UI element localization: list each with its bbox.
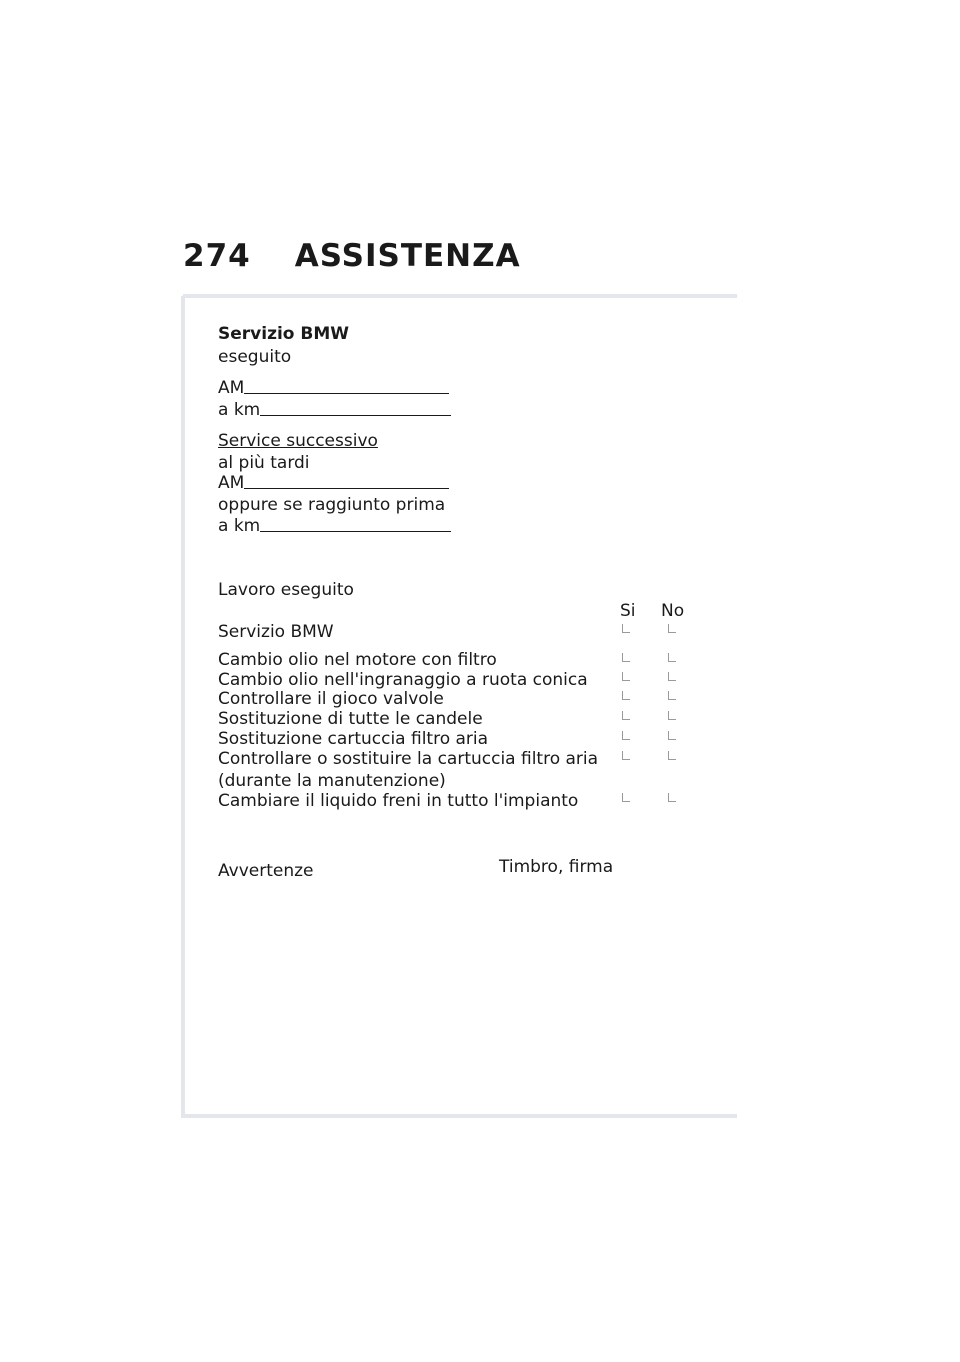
am-label: AM <box>218 378 245 398</box>
stamp-signature-label: Timbro, firma <box>499 857 614 877</box>
checkbox-yes[interactable] <box>622 624 630 633</box>
frame-bottom-border <box>183 1114 737 1118</box>
checkbox-yes[interactable] <box>622 751 630 760</box>
work-item: Cambio olio nel motore con filtro <box>218 650 497 670</box>
or-before-label: oppure se raggiunto prima <box>218 495 446 515</box>
am-date-field[interactable] <box>218 378 449 398</box>
work-title: Lavoro eseguito <box>218 580 354 600</box>
frame-top-border <box>183 294 737 298</box>
checkbox-yes[interactable] <box>622 793 630 802</box>
latest-label: al più tardi <box>218 453 310 473</box>
checkbox-yes[interactable] <box>622 691 630 700</box>
am-label-2: AM <box>218 473 245 493</box>
km-label: a km <box>218 400 261 420</box>
work-item: Controllare il gioco valvole <box>218 689 444 709</box>
work-item: Cambio olio nell'ingranaggio a ruota conica <box>218 670 588 690</box>
km-line <box>260 415 451 416</box>
service-title: Servizio BMW <box>218 324 350 344</box>
am-date-line <box>244 393 449 394</box>
checkbox-no[interactable] <box>668 653 676 662</box>
performed-label: eseguito <box>218 347 292 367</box>
next-am-date-line <box>244 488 449 489</box>
checkbox-no[interactable] <box>668 793 676 802</box>
work-item-note: (durante la manutenzione) <box>218 771 446 791</box>
checkbox-no[interactable] <box>668 624 676 633</box>
work-item: Sostituzione di tutte le candele <box>218 709 483 729</box>
page-header <box>183 238 521 274</box>
checkbox-yes[interactable] <box>622 653 630 662</box>
frame-left-border <box>181 296 185 1118</box>
work-item: Sostituzione cartuccia filtro aria <box>218 729 489 749</box>
column-no-label: No <box>661 601 685 621</box>
checkbox-yes[interactable] <box>622 672 630 681</box>
km-label-2: a km <box>218 516 261 536</box>
next-km-line <box>260 531 451 532</box>
checkbox-yes[interactable] <box>622 711 630 720</box>
page-number: 274 <box>183 238 251 274</box>
checkbox-no[interactable] <box>668 672 676 681</box>
work-item: Controllare o sostituire la cartuccia filtro aria <box>218 749 599 769</box>
section-title: ASSISTENZA <box>294 238 521 274</box>
next-km-field[interactable] <box>218 516 451 536</box>
checkbox-no[interactable] <box>668 691 676 700</box>
checkbox-no[interactable] <box>668 751 676 760</box>
checkbox-no[interactable] <box>668 731 676 740</box>
work-item: Servizio BMW <box>218 622 334 642</box>
column-yes-label: Si <box>620 601 636 621</box>
checkbox-yes[interactable] <box>622 731 630 740</box>
km-field[interactable] <box>218 400 451 420</box>
next-am-date-field[interactable] <box>218 473 449 493</box>
checkbox-no[interactable] <box>668 711 676 720</box>
notes-label: Avvertenze <box>218 861 314 881</box>
next-service-label: Service successivo <box>218 431 378 451</box>
work-item: Cambiare il liquido freni in tutto l'impianto <box>218 791 579 811</box>
